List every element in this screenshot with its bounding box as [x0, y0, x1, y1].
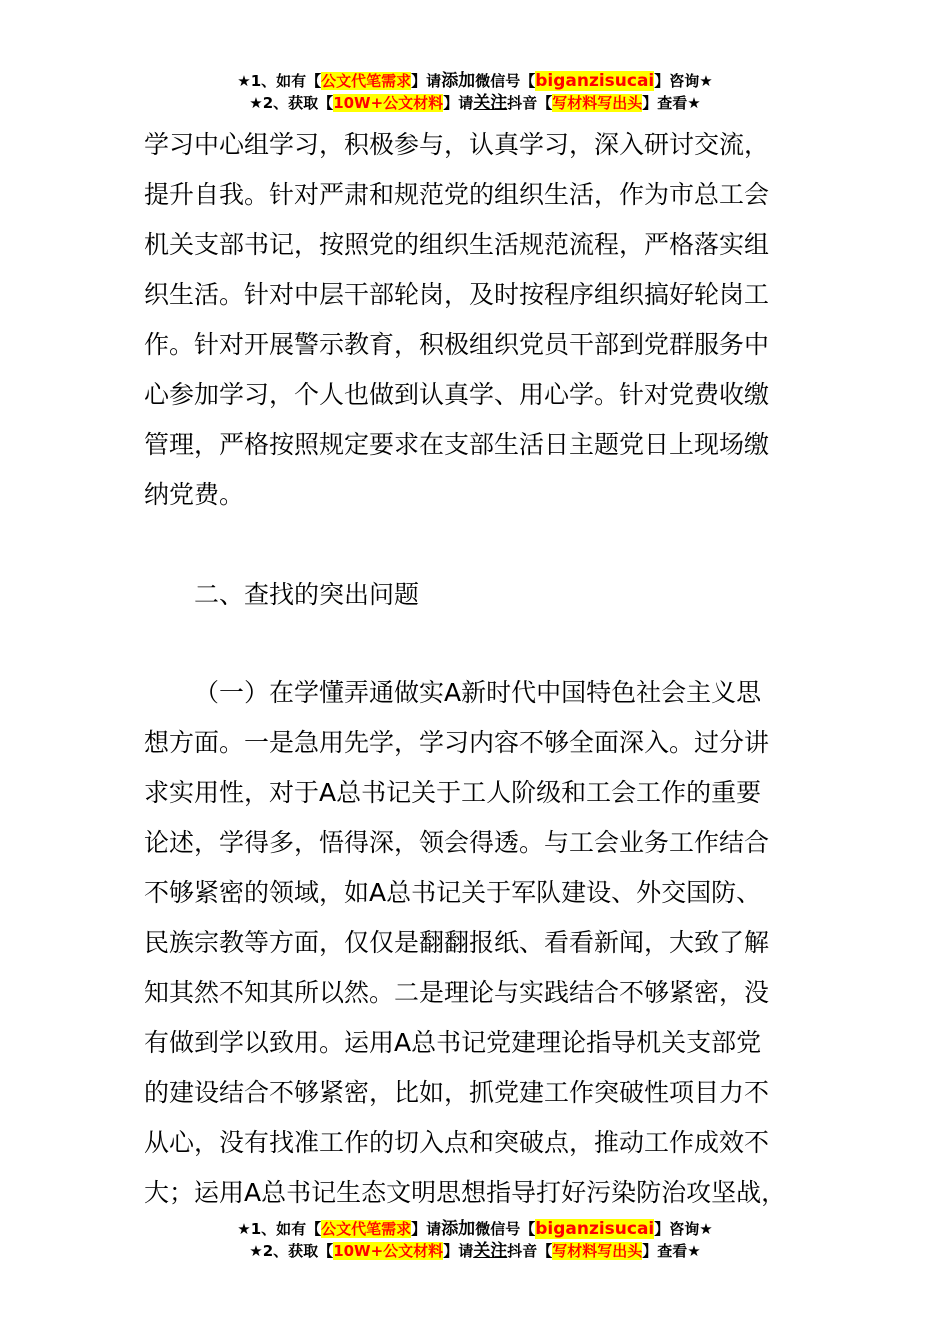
- banner-highlight: 写材料写出头: [552, 1242, 643, 1260]
- banner-line-1: [0, 1218, 950, 1240]
- paragraph-1: [144, 120, 808, 520]
- banner-text: ★2、获取【: [249, 1242, 334, 1260]
- text-line: 民族宗教等方面，仅仅是翻翻报纸、看看新闻，大致了解: [144, 928, 770, 957]
- text-line: 学习中心组学习，积极参与，认真学习，深入研讨交流，: [144, 130, 770, 159]
- banner-text: 】咨询★: [654, 1220, 713, 1238]
- banner-text: 】请: [443, 94, 474, 112]
- text-line: 心参加学习，个人也做到认真学、用心学。针对党费收缴: [144, 380, 770, 409]
- text-line: 机关支部书记，按照党的组织生活规范流程，严格落实组: [144, 230, 770, 259]
- top-banner: [0, 70, 950, 114]
- banner-highlight: biganzisucai: [535, 71, 655, 91]
- banner-text: 微信号【: [475, 1220, 536, 1238]
- banner-text: 抖音【: [507, 1242, 553, 1260]
- banner-highlight: biganzisucai: [535, 1219, 655, 1239]
- text-line: 想方面。一是急用先学，学习内容不够全面深入。过分讲: [144, 728, 770, 757]
- text-line: 纳党费。: [144, 480, 245, 509]
- banner-text: 】请: [443, 1242, 474, 1260]
- banner-text: 关注: [473, 1241, 508, 1261]
- text-line: 织生活。针对中层干部轮岗，及时按程序组织搞好轮岗工: [144, 280, 770, 309]
- banner-text: 】请: [411, 1220, 442, 1238]
- text-line: （一）在学懂弄通做实A新时代中国特色社会主义思: [194, 678, 762, 707]
- text-line: 作。针对开展警示教育，积极组织党员干部到党群服务中: [144, 330, 770, 359]
- text-line: 提升自我。针对严肃和规范党的组织生活，作为市总工会: [144, 180, 770, 209]
- banner-text: 】咨询★: [654, 72, 713, 90]
- banner-text: 】查看★: [642, 1242, 701, 1260]
- text-line: 知其然不知其所以然。二是理论与实践结合不够紧密，没: [144, 978, 770, 1007]
- banner-highlight: 10W+公文材料: [333, 94, 444, 112]
- bottom-banner: [0, 1218, 950, 1262]
- banner-text: ★1、如有【: [237, 1220, 322, 1238]
- text-line: 论述，学得多，悟得深，领会得透。与工会业务工作结合: [144, 828, 770, 857]
- text-line: 求实用性，对于A总书记关于工人阶级和工会工作的重要: [144, 778, 762, 807]
- banner-text: 添加: [441, 1219, 476, 1239]
- paragraph-2: [144, 668, 808, 1218]
- banner-text: 关注: [473, 93, 508, 113]
- banner-line-2: [0, 1240, 950, 1262]
- text-line: 大；运用A总书记生态文明思想指导打好污染防治攻坚战，: [144, 1178, 787, 1207]
- banner-line-2: [0, 92, 950, 114]
- banner-highlight: 10W+公文材料: [333, 1242, 444, 1260]
- banner-text: 微信号【: [475, 72, 536, 90]
- text-line: 从心，没有找准工作的切入点和突破点，推动工作成效不: [144, 1128, 770, 1157]
- text-line: 的建设结合不够紧密，比如，抓党建工作突破性项目力不: [144, 1078, 770, 1107]
- text-line: 管理，严格按照规定要求在支部生活日主题党日上现场缴: [144, 430, 770, 459]
- banner-line-1: [0, 70, 950, 92]
- banner-highlight: 写材料写出头: [552, 94, 643, 112]
- banner-text: 添加: [441, 71, 476, 91]
- section-heading: 二、查找的突出问题: [194, 580, 420, 609]
- banner-text: ★1、如有【: [237, 72, 322, 90]
- banner-text: 】查看★: [642, 94, 701, 112]
- text-line: 有做到学以致用。运用A总书记党建理论指导机关支部党: [144, 1028, 762, 1057]
- text-line: 不够紧密的领域，如A总书记关于军队建设、外交国防、: [144, 878, 762, 907]
- banner-text: 抖音【: [507, 94, 553, 112]
- banner-highlight: 公文代笔需求: [321, 72, 412, 90]
- banner-text: ★2、获取【: [249, 94, 334, 112]
- banner-text: 】请: [411, 72, 442, 90]
- banner-highlight: 公文代笔需求: [321, 1220, 412, 1238]
